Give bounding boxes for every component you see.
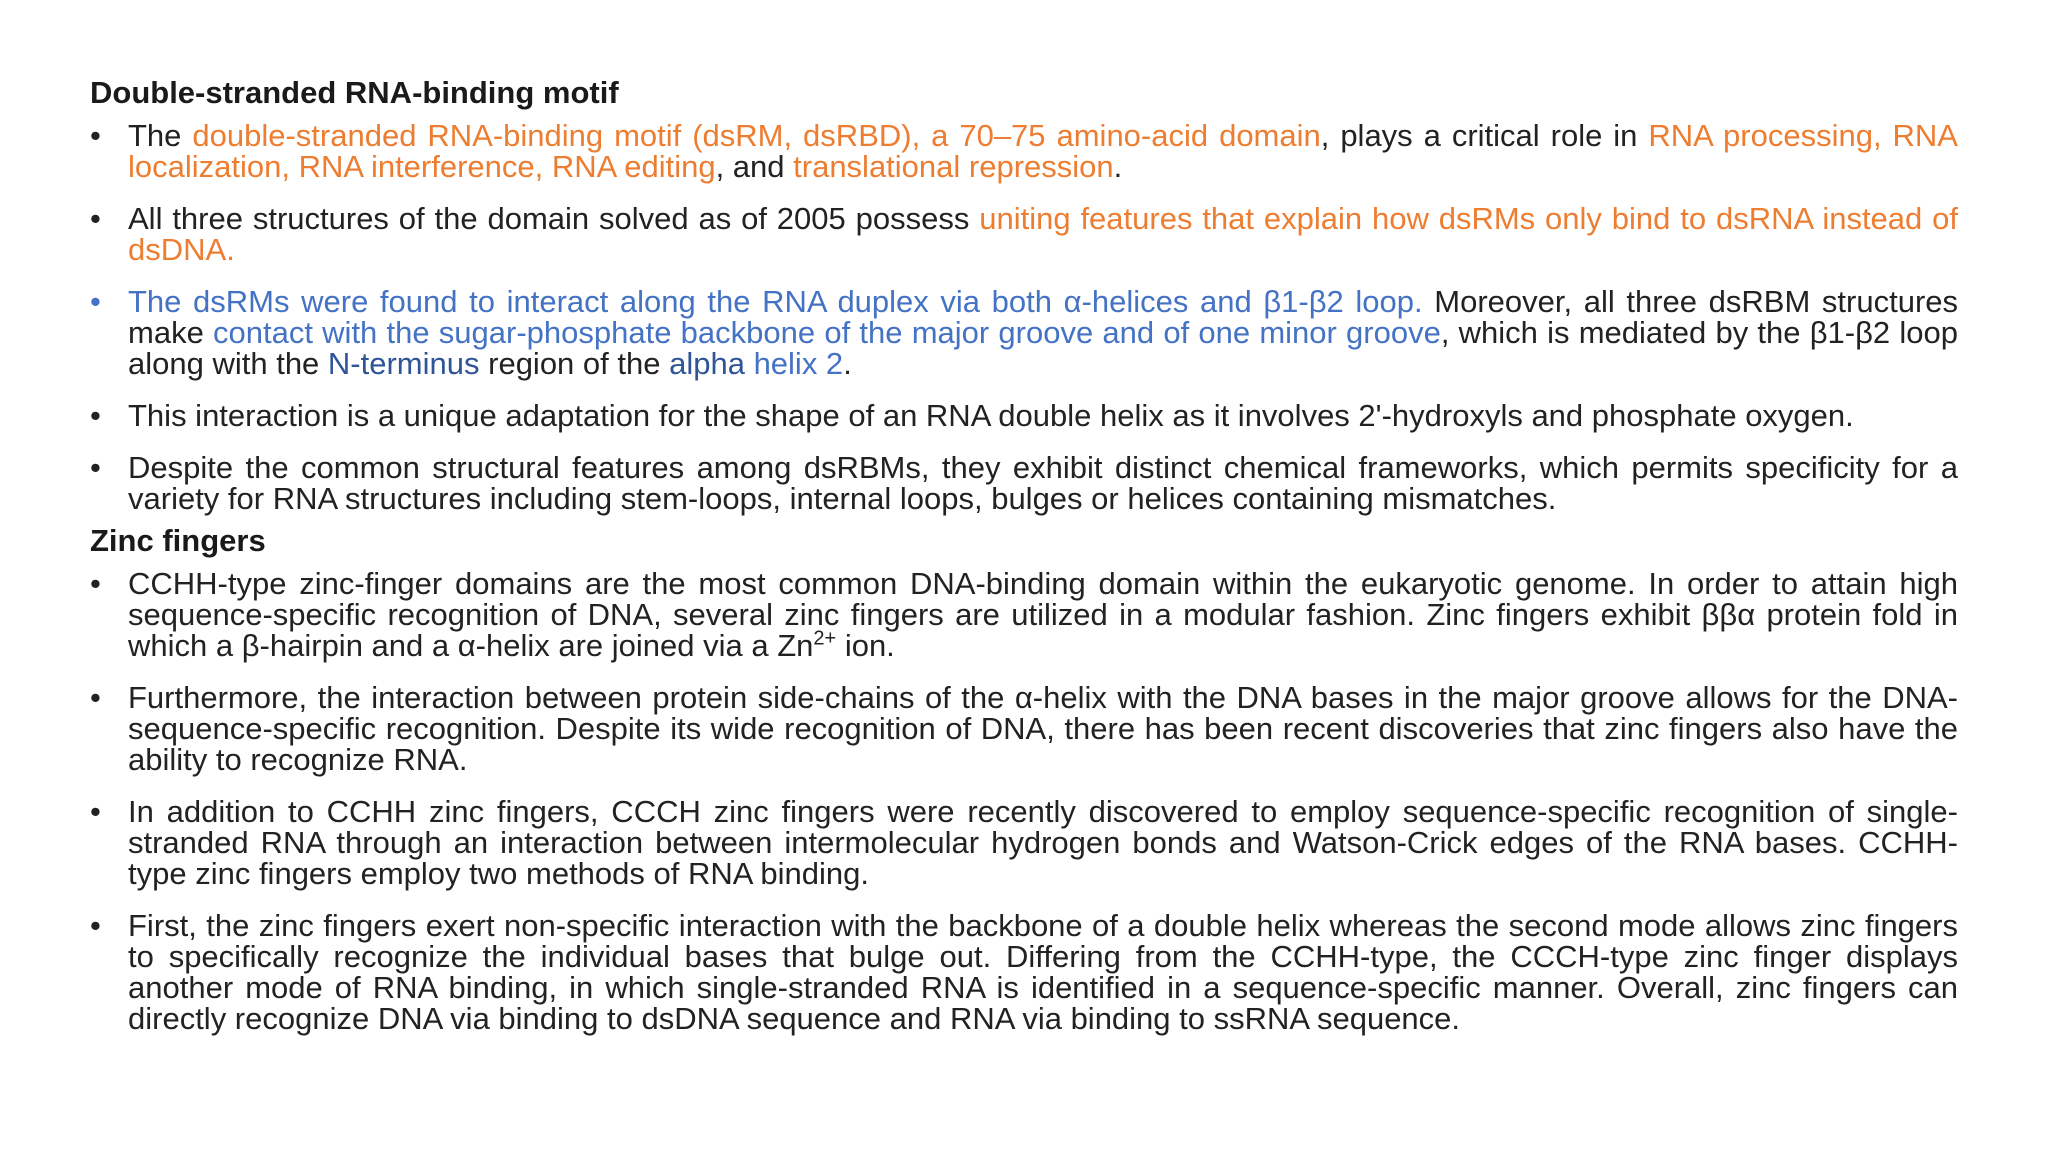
- bullet-icon: •: [90, 284, 101, 319]
- text-run: , which is mediated by the β1-β2 loop along with the: [128, 315, 1958, 381]
- text-run: Despite the common structural features among dsRBMs, they exhibit distinct chemical frameworks, which permits specificity for a variety for RNA structures including stem-loops, internal loops, bulges or helices containing mismatches.: [128, 450, 1958, 516]
- text-run: ion.: [836, 628, 895, 663]
- dsrm-bullet-5: [90, 452, 1958, 514]
- text-run: Moreover, all three dsRBM structures make: [128, 284, 1959, 350]
- bullet-icon: •: [90, 450, 101, 485]
- dsrm-bullet-2: [90, 203, 1958, 265]
- bullet-icon: •: [90, 680, 101, 715]
- text-run: Furthermore, the interaction between protein side-chains of the α-helix with the DNA bases in the major groove allows for the DNA-sequence-specific recognition. Despite its wide recognition of DNA, there has been recent discoveries that zinc fingers also have the ability to recognize RNA.: [128, 680, 1958, 777]
- highlight-helix-2: helix 2: [744, 346, 844, 381]
- highlight-translational-repression: translational repression: [793, 149, 1114, 184]
- text-run: All three structures of the domain solved as of 2005 possess: [128, 201, 980, 236]
- highlight-n-terminus: N-terminus: [327, 346, 480, 381]
- highlight-alpha: alpha: [669, 346, 745, 381]
- dsrm-bullet-4: [90, 400, 1958, 431]
- text-run: , plays a critical role in: [1320, 118, 1649, 153]
- slide-content: [90, 72, 1958, 1034]
- text-run: In addition to CCHH zinc fingers, CCCH zinc fingers were recently discovered to employ sequence-specific recognition of single-stranded RNA through an interaction between intermolecular hydrogen bonds and Watson-Crick edges of the RNA bases. CCHH-type zinc fingers employ two methods of RNA binding.: [128, 794, 1958, 891]
- zinc-bullet-2: [90, 682, 1958, 775]
- bullet-icon: •: [90, 566, 101, 601]
- zinc-bullet-1: [90, 568, 1958, 661]
- zinc-bullet-list: [90, 568, 1958, 1034]
- highlight-duplex-interaction: The dsRMs were found to interact along the RNA duplex via both α-helices and β1-β2 loop.: [128, 284, 1423, 319]
- section-heading-zinc-fingers: Zinc fingers: [90, 523, 266, 558]
- highlight-rna-roles: RNA processing, RNA localization, RNA interference, RNA editing: [128, 118, 1958, 184]
- zinc-bullet-4: [90, 910, 1958, 1034]
- text-run: region of the: [479, 346, 670, 381]
- text-run: First, the zinc fingers exert non-specific interaction with the backbone of a double helix whereas the second mode allows zinc fingers to specifically recognize the individual bases that bulge out. Differing from the CCHH-type, the CCCH-type zinc finger displays another mode of RNA binding, in which single-stranded RNA is identified in a sequence-specific manner. Overall, zinc fingers can directly recognize DNA via binding to dsDNA sequence and RNA via binding to ssRNA sequence.: [128, 908, 1958, 1036]
- zinc-bullet-3: [90, 796, 1958, 889]
- highlight-dsrm-definition: double-stranded RNA-binding motif (dsRM, dsRBD), a 70–75 amino-acid domain: [192, 118, 1321, 153]
- text-run: .: [1113, 149, 1123, 184]
- superscript-charge: 2+: [813, 627, 837, 650]
- bullet-icon: •: [90, 908, 101, 943]
- dsrm-bullet-list: [90, 120, 1958, 514]
- bullet-icon: •: [90, 398, 101, 433]
- text-run: This interaction is a unique adaptation for the shape of an RNA double helix as it involves 2'-hydroxyls and phosphate oxygen.: [128, 398, 1854, 433]
- section-heading-dsrm: Double-stranded RNA-binding motif: [90, 75, 619, 110]
- text-run: , and: [715, 149, 794, 184]
- highlight-backbone-contact: contact with the sugar-phosphate backbone of the major groove and of one minor groove: [213, 315, 1441, 350]
- text-run: .: [843, 346, 852, 381]
- text-run: CCHH-type zinc-finger domains are the most common DNA-binding domain within the eukaryotic genome. In order to attain high sequence-specific recognition of DNA, several zinc fingers are utilized in a modular fashion. Zinc fingers exhibit ββα protein fold in which a β-hairpin and a α-helix are joined via a Zn: [128, 566, 1958, 663]
- highlight-uniting-features: uniting features that explain how dsRMs only bind to dsRNA instead of dsDNA.: [128, 201, 1958, 267]
- dsrm-bullet-1: [90, 120, 1958, 182]
- bullet-icon: •: [90, 118, 101, 153]
- text-run: The: [128, 118, 193, 153]
- dsrm-bullet-3: [90, 286, 1958, 379]
- bullet-icon: •: [90, 794, 101, 829]
- bullet-icon: •: [90, 201, 101, 236]
